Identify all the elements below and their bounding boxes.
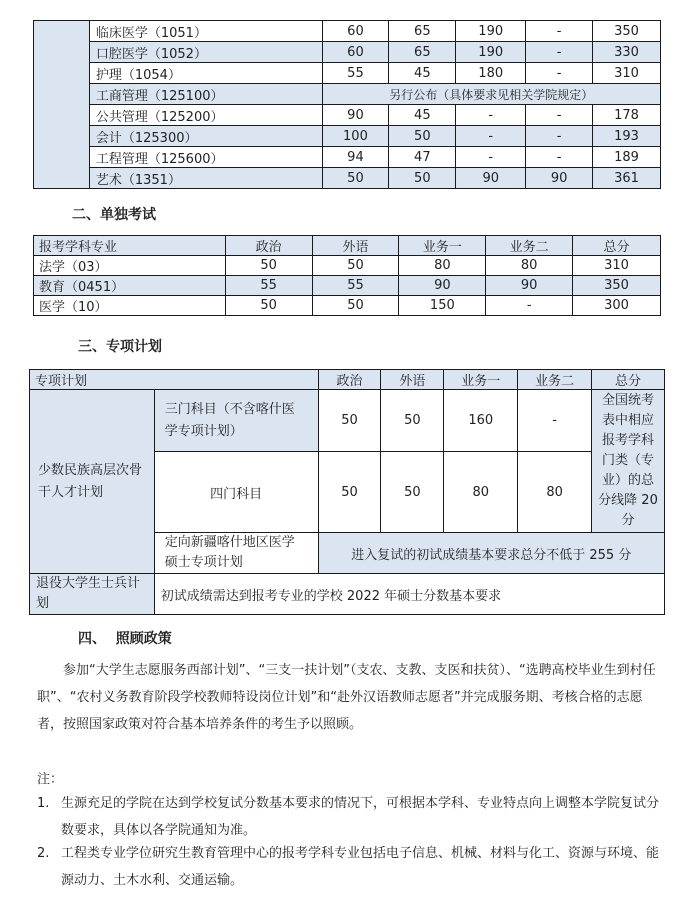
note-text: 生源充足的学院在达到学校复试分数基本要求的情况下，可根据本学科、专业特点向上调整本学院复试分数要求，具体以各学院通知为准。	[61, 796, 660, 838]
score-cell: 300	[573, 296, 661, 316]
total-score-note: 全国统考表中相应报考学科门类（专业）的总分线降 20 分	[592, 390, 665, 533]
policy-paragraph: 参加“大学生志愿服务西部计划”、“三支一扶计划”（支农、支教、支医和扶贫）、“选聘高校毕业生到村任职”、“农村义务教育阶段学校教师特设岗位计划”和“赴外汉语教师志愿者”并完成服务期、考核合格的志愿者，按照国家政策对符合基本培养条件的考生予以照顾。	[37, 663, 656, 732]
header-cell: 总分	[573, 236, 661, 256]
score-cell: -	[526, 63, 593, 84]
header-cell: 业务二	[486, 236, 573, 256]
score-cell: -	[456, 147, 526, 168]
table-row	[34, 276, 661, 296]
note-text: 工程类专业学位研究生教育管理中心的报考学科专业包括电子信息、机械、材料与化工、资源与环境、能源动力、土木水利、交通运输。	[61, 846, 660, 888]
score-cell: 94	[322, 147, 389, 168]
score-cell: -	[486, 296, 573, 316]
score-cell: 80	[399, 256, 486, 276]
header-cell: 政治	[318, 370, 381, 390]
program-name: 艺术（1351）	[89, 168, 322, 189]
section-heading-preferential-policy: 四、 照顾政策	[78, 631, 172, 647]
score-cell: 90	[322, 105, 389, 126]
four-subjects-label: 四门科目	[154, 452, 318, 533]
program-name: 医学（10）	[34, 296, 226, 316]
table-row	[34, 42, 661, 63]
score-cell: -	[526, 105, 593, 126]
header-cell: 政治	[225, 236, 312, 256]
score-cell: 189	[593, 147, 661, 168]
program-name: 会计（125300）	[89, 126, 322, 147]
program-name: 口腔医学（1052）	[89, 42, 322, 63]
header-cell: 业务一	[444, 370, 518, 390]
score-cell: 193	[593, 126, 661, 147]
table-row	[30, 574, 665, 615]
program-name: 临床医学（1051）	[89, 21, 322, 42]
program-name: 公共管理（125200）	[89, 105, 322, 126]
table-row	[34, 296, 661, 316]
table-cell: 50	[381, 452, 444, 533]
table-row	[34, 126, 661, 147]
score-cell: 190	[456, 42, 526, 63]
header-cell: 报考学科专业	[34, 236, 226, 256]
score-cell: 330	[593, 42, 661, 63]
header-cell: 业务一	[399, 236, 486, 256]
program-note: 另行公布（具体要求见相关学院规定）	[322, 84, 661, 105]
table-row	[34, 63, 661, 84]
score-cell: -	[456, 105, 526, 126]
score-cell: 90	[526, 168, 593, 189]
score-cell: 50	[389, 126, 456, 147]
score-cell: 310	[573, 256, 661, 276]
veteran-plan-requirement: 初试成绩需达到报考专业的学校 2022 年硕士分数基本要求	[154, 574, 664, 615]
header-cell: 专项计划	[30, 370, 319, 390]
table-row	[34, 168, 661, 189]
table-row	[34, 256, 661, 276]
section-heading-independent-exam: 二、单独考试	[72, 207, 156, 223]
score-cell: 65	[389, 21, 456, 42]
table-row	[34, 105, 661, 126]
header-cell: 外语	[312, 236, 399, 256]
table-row	[30, 390, 665, 452]
special-plans-table	[29, 369, 665, 615]
header-cell: 业务二	[518, 370, 592, 390]
score-cell: 350	[593, 21, 661, 42]
category-cell	[34, 21, 90, 189]
score-cell: 60	[322, 21, 389, 42]
score-cell: 45	[389, 105, 456, 126]
table-cell: 50	[381, 390, 444, 452]
score-cell: 90	[486, 276, 573, 296]
score-cell: 47	[389, 147, 456, 168]
score-cell: -	[526, 42, 593, 63]
table-cell: 80	[444, 452, 518, 533]
table-cell: 50	[318, 452, 381, 533]
program-name: 工程管理（125600）	[89, 147, 322, 168]
score-cell: 310	[593, 63, 661, 84]
score-cell: 50	[312, 296, 399, 316]
score-cell: 150	[399, 296, 486, 316]
notes-title: 注：	[37, 772, 64, 787]
score-cell: -	[526, 126, 593, 147]
note-item	[37, 790, 663, 844]
veteran-plan-label: 退役大学生士兵计划	[30, 574, 155, 615]
program-name: 工商管理（125100）	[89, 84, 322, 105]
table-cell: 80	[518, 452, 592, 533]
score-cell: 178	[593, 105, 661, 126]
score-cell: 60	[322, 42, 389, 63]
note-number: 2.	[37, 846, 50, 861]
header-cell: 总分	[592, 370, 665, 390]
program-name: 法学（03）	[34, 256, 226, 276]
table-header-row	[30, 370, 665, 390]
score-cell: 50	[322, 168, 389, 189]
program-name: 教育（0451）	[34, 276, 226, 296]
score-cell: 50	[225, 256, 312, 276]
score-cell: 90	[456, 168, 526, 189]
table-header-row	[34, 236, 661, 256]
minority-plan-label: 少数民族高层次骨干人才计划	[30, 390, 155, 574]
score-cell: 55	[322, 63, 389, 84]
program-name: 护理（1054）	[89, 63, 322, 84]
score-cell: 50	[312, 256, 399, 276]
three-subjects-label: 三门科目（不含喀什医学专项计划）	[154, 390, 318, 452]
score-cell: 100	[322, 126, 389, 147]
score-cell: 90	[399, 276, 486, 296]
score-cell: 45	[389, 63, 456, 84]
score-cell: 50	[389, 168, 456, 189]
score-cell: 80	[486, 256, 573, 276]
table-cell: -	[518, 390, 592, 452]
table-row	[34, 21, 661, 42]
table-row	[34, 84, 661, 105]
xinjiang-plan-requirement: 进入复试的初试成绩基本要求总分不低于 255 分	[318, 533, 664, 574]
score-cell: 190	[456, 21, 526, 42]
independent-exam-table	[33, 235, 661, 316]
score-cell: 55	[225, 276, 312, 296]
note-number: 1.	[37, 796, 50, 811]
xinjiang-plan-label: 定向新疆喀什地区医学硕士专项计划	[154, 533, 318, 574]
score-cell: 65	[389, 42, 456, 63]
score-cell: -	[526, 21, 593, 42]
score-cell: 361	[593, 168, 661, 189]
table-cell: 160	[444, 390, 518, 452]
section-heading-special-plans: 三、专项计划	[78, 339, 162, 355]
note-item	[37, 840, 663, 894]
score-cell: 180	[456, 63, 526, 84]
table-row	[34, 147, 661, 168]
professional-degree-score-table	[33, 20, 661, 189]
table-cell: 50	[318, 390, 381, 452]
score-cell: 50	[225, 296, 312, 316]
score-cell: 55	[312, 276, 399, 296]
score-cell: -	[526, 147, 593, 168]
header-cell: 外语	[381, 370, 444, 390]
score-cell: 350	[573, 276, 661, 296]
score-cell: -	[456, 126, 526, 147]
